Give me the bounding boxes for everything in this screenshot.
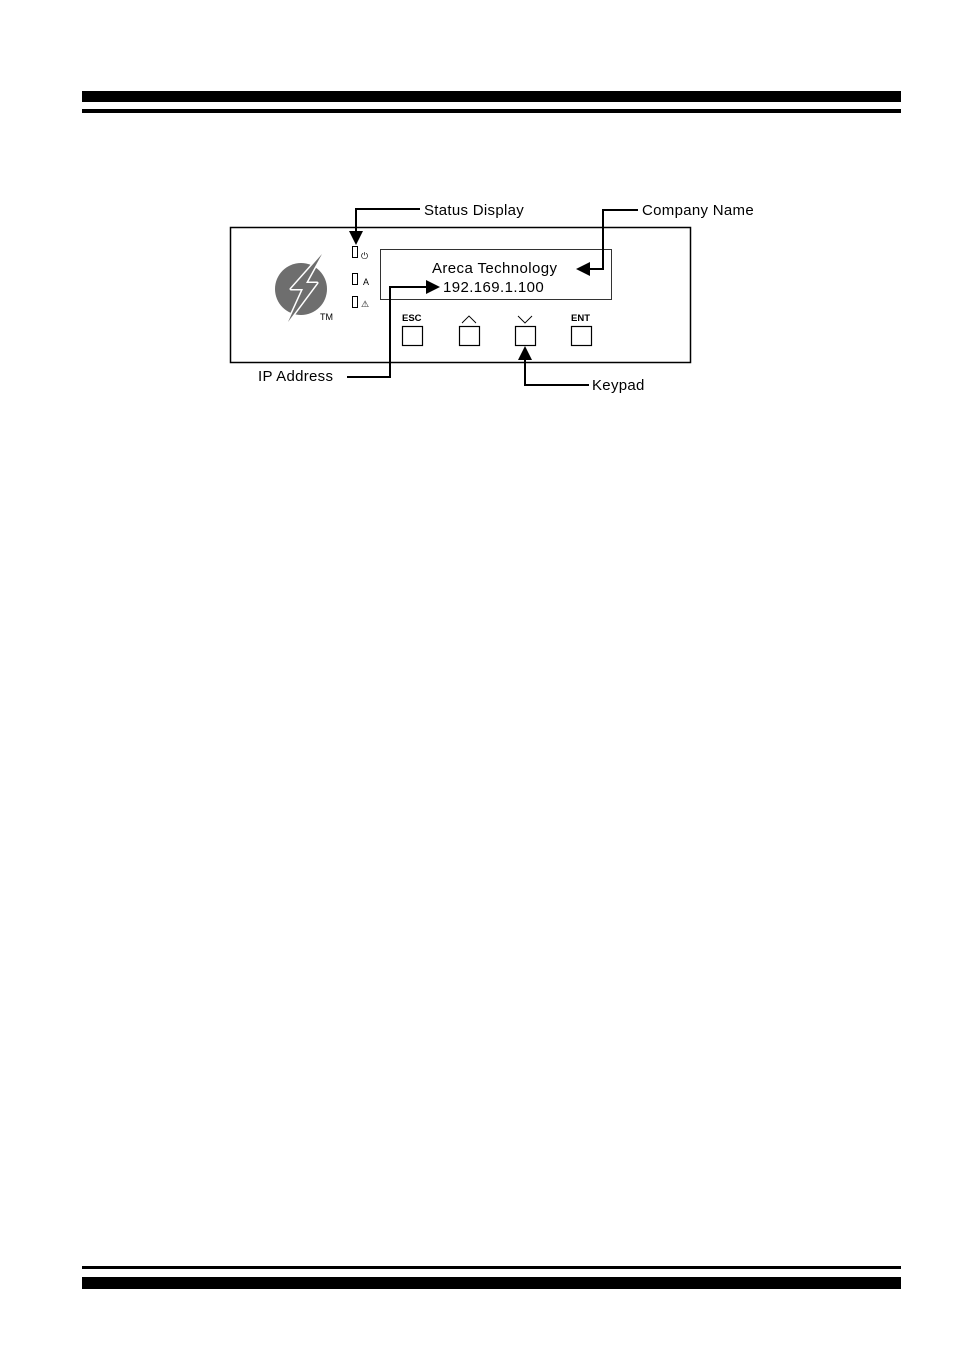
up-arrow-icon [462, 316, 476, 323]
trademark-mark: TM [320, 312, 333, 322]
power-led [353, 247, 358, 258]
warning-icon: ⚠ [361, 299, 370, 309]
ent-key-label: ENT [571, 313, 590, 324]
callout-keypad [518, 346, 645, 394]
lightning-logo [275, 254, 333, 322]
company-name-label: Company Name [642, 202, 754, 219]
power-icon: ⏻ [361, 251, 369, 261]
warning-led [353, 297, 358, 308]
ip-address-label: IP Address [258, 368, 334, 385]
activity-icon: A [363, 277, 370, 287]
callout-company-name [576, 202, 754, 276]
status-display-label: Status Display [424, 202, 525, 219]
keypad [402, 313, 592, 346]
ent-key[interactable] [572, 327, 592, 346]
esc-key[interactable] [403, 327, 423, 346]
keypad-label: Keypad [592, 377, 645, 394]
activity-led [353, 274, 358, 285]
up-key[interactable] [460, 327, 480, 346]
lcd-line-company: Areca Technology [432, 260, 558, 277]
status-display [353, 247, 370, 310]
esc-key-label: ESC [402, 313, 422, 324]
down-arrow-icon [518, 316, 532, 323]
callout-status-display [349, 202, 524, 245]
lcd-line-ip: 192.169.1.100 [443, 279, 545, 296]
down-key[interactable] [516, 327, 536, 346]
